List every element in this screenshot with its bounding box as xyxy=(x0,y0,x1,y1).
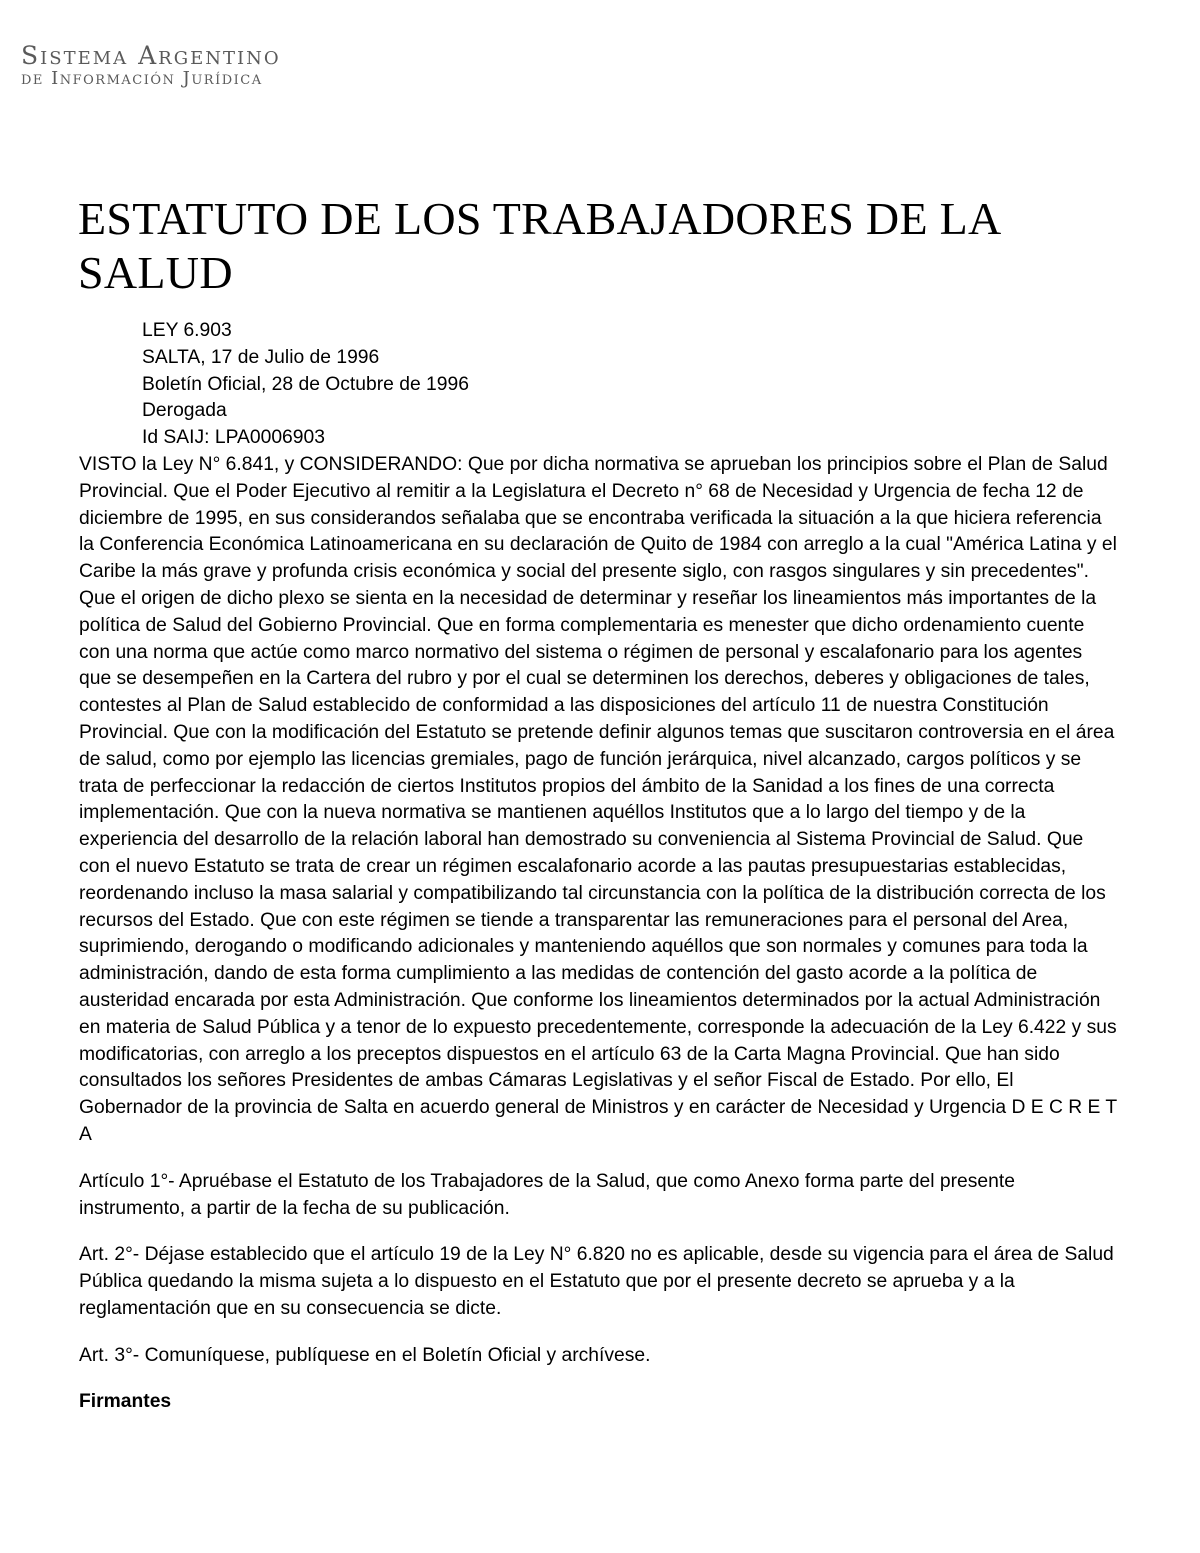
saij-id: Id SAIJ: LPA0006903 xyxy=(142,427,325,449)
article-2: Art. 2°- Déjase establecido que el artículo 19 de la Ley N° 6.820 no es aplicable, desde su vigencia para el área de Salud Pública quedando la misma sujeta a lo dispuesto en el Estatuto que por el presente decreto se aprueba y a la reglamentación que en su consecuencia se dicte. xyxy=(79,1244,1114,1319)
saij-logo xyxy=(21,41,281,90)
considerando-paragraph: VISTO la Ley N° 6.841, y CONSIDERANDO: Que por dicha normativa se aprueban los principios sobre el Plan de Salud Provincial. Que el Poder Ejecutivo al remitir a la Legislatura el Decreto n° 68 de Necesidad y Urgencia de fecha 12 de diciembre de 1995, en sus considerandos señalaba que se encontraba verificada la situación a la que hiciera referencia la Conferencia Económica Latinoamericana en su declaración de Quito de 1984 con arreglo a la cual "América Latina y el Caribe la más grave y profunda crisis económica y social del presente siglo, con rasgos singulares y sin precedentes". Que el origen de dicho plexo se sienta en la necesidad de determinar y reseñar los lineamientos más importantes de la política de Salud del Gobierno Provincial. Que en forma complementaria es menester que dicho ordenamiento cuente con una norma que actúe como marco normativo del sistema o régimen de personal y escalafonario para los agentes que se desempeñen en la Cartera del rubro y por el cual se determinen los derechos, deberes y obligaciones de tales, contestes al Plan de Salud establecido de conformidad a las disposiciones del artículo 11 de nuestra Constitución Provincial. Que con la modificación del Estatuto se pretende definir algunos temas que suscitaron controversia en el área de salud, como por ejemplo las licencias gremiales, pago de función jerárquica, nivel alcanzado, cargos políticos y se trata de perfeccionar la redacción de ciertos Institutos propios del ámbito de la Sanidad a los fines de una correcta implementación. Que con la nueva normativa se mantienen aquéllos Institutos que a lo largo del tiempo y de la experiencia del desarrollo de la relación laboral han demostrado su conveniencia al Sistema Provincial de Salud. Que con el nuevo Estatuto se trata de crear un régimen escalafonario acorde a las pautas presupuestarias establecidas, reordenando incluso la masa salarial y compatibilizando tal circunstancia con la política de la distribución correcta de los recursos del Estado. Que con este régimen se tiende a transparentar las remuneraciones para el personal del Area, suprimiendo, derogando o modificando adicionales y manteniendo aquéllos que son normales y comunes para toda la administración, dando de esta forma cumplimiento a las medidas de contención del gasto acorde a la política de austeridad encarada por esta Administración. Que conforme los lineamientos determinados por la actual Administración en materia de Salud Pública y a tenor de lo expuesto precedentemente, corresponde la adecuación de la Ley 6.422 y sus modificatorias, con arreglo a los preceptos dispuestos en el artículo 63 de la Carta Magna Provincial. Que han sido consultados los señores Presidentes de ambas Cámaras Legislativas y el señor Fiscal de Estado. Por ello, El Gobernador de la provincia de Salta en acuerdo general de Ministros y en carácter de Necesidad y Urgencia D E C R E T A xyxy=(79,453,1117,1145)
boletin-oficial-date: Boletín Oficial, 28 de Octubre de 1996 xyxy=(142,373,469,395)
law-number: LEY 6.903 xyxy=(142,320,232,341)
place-date: SALTA, 17 de Julio de 1996 xyxy=(142,346,380,368)
firmantes-heading: Firmantes xyxy=(79,1391,172,1413)
document-title: ESTATUTO DE LOS TRABAJADORES DE LA SALUD xyxy=(78,193,1000,298)
logo-line-2: de Información Jurídica xyxy=(21,68,263,89)
logo-line-1: Sistema Argentino xyxy=(21,41,281,70)
articles xyxy=(79,1169,1119,1417)
article-1: Artículo 1°- Apruébase el Estatuto de los Trabajadores de la Salud, que como Anexo forma parte del presente instrumento, a partir de la fecha de su publicación. xyxy=(79,1170,1015,1219)
document-body xyxy=(79,318,1119,1416)
law-metadata xyxy=(79,318,1119,452)
article-3: Art. 3°- Comuníquese, publíquese en el Boletín Oficial y archívese. xyxy=(79,1344,651,1366)
law-status: Derogada xyxy=(142,400,227,422)
